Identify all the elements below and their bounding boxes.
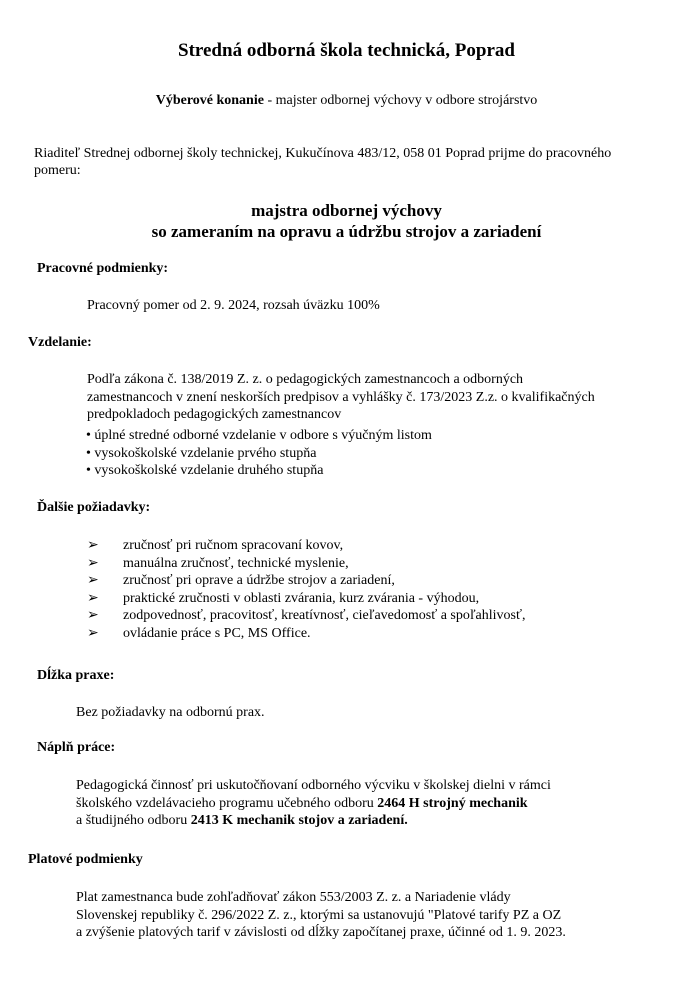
requirement-item (87, 572, 525, 590)
requirements-list (87, 537, 525, 642)
job-line-3-text: a študijného odboru (76, 813, 191, 828)
position-title (0, 200, 693, 242)
requirement-item (87, 555, 525, 573)
subtitle (0, 93, 693, 109)
arrow-bullet-icon: ➢ (87, 590, 99, 606)
requirement-item (87, 607, 525, 625)
education-item: • vysokoškolské vzdelanie prvého stupňa (86, 445, 317, 461)
requirement-text: zručnosť pri ručnom spracovaní kovov, (123, 538, 344, 553)
job-text (76, 777, 551, 830)
salary-heading: Platové podmienky (28, 852, 143, 867)
job-line-3-bold: 2413 K mechanik stojov a zariadení. (190, 813, 408, 828)
education-heading: Vzdelanie: (28, 335, 92, 350)
salary-line-3: a zvýšenie platových tarif v závislosti od dĺžky započítanej praxe, účinné od 1. 9. 2023. (76, 925, 566, 940)
education-text: Podľa zákona č. 138/2019 Z. z. o pedagogických zamestnancoch a odborných zamestnancoch v znení neskorších predpisov a vyhlášky č. 173/2023 Z.z. o kvalifikačných predpokladoch pedagogických zamestnancov (87, 372, 595, 422)
job-line-2 (76, 795, 551, 813)
education-list (86, 427, 432, 480)
salary-line-2: Slovenskej republiky č. 296/2022 Z. z., ktorými sa ustanovujú "Platové tarify PZ a OZ (76, 907, 562, 923)
education-item: • úplné stredné odborné vzdelanie v odbore s výučným listom (86, 428, 432, 443)
practice-heading: Dĺžka praxe: (37, 668, 115, 683)
requirement-text: ovládanie práce s PC, MS Office. (123, 625, 311, 641)
subtitle-rest: - majster odbornej výchovy v odbore strojárstvo (263, 93, 538, 108)
job-heading: Náplň práce: (37, 740, 116, 755)
requirement-text: praktické zručnosti v oblasti zvárania, kurz zvárania - výhodou, (123, 590, 480, 606)
requirement-item (87, 590, 525, 608)
arrow-bullet-icon: ➢ (87, 608, 99, 623)
subtitle-bold: Výberové konanie (155, 93, 264, 108)
requirement-item (87, 537, 525, 555)
practice-text: Bez požiadavky na odbornú prax. (76, 705, 265, 720)
requirement-text: zručnosť pri oprave a údržbe strojov a zariadení, (123, 573, 395, 588)
position-line-2: so zameraním na opravu a údržbu strojov a zariadení (151, 222, 542, 241)
salary-line-1: Plat zamestnanca bude zohľadňovať zákon 553/2003 Z. z. a Nariadenie vlády (76, 890, 511, 905)
arrow-bullet-icon: ➢ (87, 555, 99, 571)
requirements-heading: Ďalšie požiadavky: (37, 500, 151, 515)
job-line-2-text: školského vzdelávacieho programu učebného odboru (76, 795, 378, 811)
requirement-text: manuálna zručnosť, technické myslenie, (123, 555, 349, 571)
intro-text: Riaditeľ Strednej odbornej školy technickej, Kukučínova 483/12, 058 01 Poprad prijme do pracovného pomeru: (34, 146, 612, 178)
arrow-bullet-icon: ➢ (87, 573, 99, 588)
salary-text (76, 889, 566, 942)
job-line-1: Pedagogická činnosť pri uskutočňovaní odborného výcviku v školskej dielni v rámci (76, 778, 551, 793)
arrow-bullet-icon: ➢ (87, 625, 99, 641)
page-title: Stredná odborná škola technická, Poprad (178, 40, 515, 61)
requirement-item (87, 625, 525, 643)
working-conditions-text: Pracovný pomer od 2. 9. 2024, rozsah úväzku 100% (87, 298, 380, 313)
job-line-3 (76, 812, 551, 830)
job-line-2-bold: 2464 H strojný mechanik (377, 795, 528, 811)
requirement-text: zodpovednosť, pracovitosť, kreatívnosť, cieľavedomosť a spoľahlivosť, (123, 608, 526, 623)
position-line-1: majstra odbornej výchovy (251, 201, 442, 220)
education-item: • vysokoškolské vzdelanie druhého stupňa (86, 463, 324, 478)
arrow-bullet-icon: ➢ (87, 538, 99, 553)
working-conditions-heading: Pracovné podmienky: (37, 261, 169, 276)
